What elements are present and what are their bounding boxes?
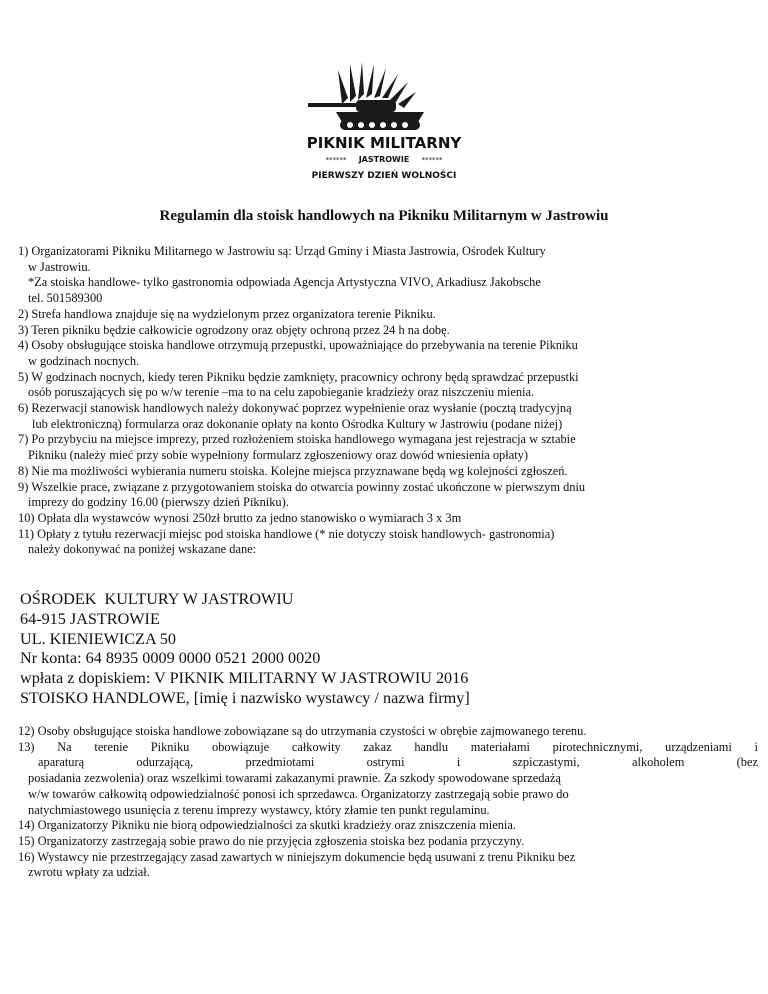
rule-13-cont-1: aparaturą odurzającą, przedmiotami ostrymi i szpiczastymi, alkoholem (bez xyxy=(38,755,758,770)
rule-5-cont: osób poruszających się po w/w terenie –ma to na celu zapobieganie kradzieży oraz niszczeniu mienia. xyxy=(28,385,535,400)
rules-list-12-16 xyxy=(18,724,758,881)
logo-stars-left: ****** xyxy=(325,156,347,164)
rule-11-cont: należy dokonywać na poniżej wskazane dane: xyxy=(28,542,257,557)
rule-14: 14) Organizatorzy Pikniku nie biorą odpowiedzialności za skutki kradzieży oraz zniszczenia mienia. xyxy=(18,818,516,833)
logo-stars-right: ****** xyxy=(421,156,443,164)
rule-1-cont: w Jastrowiu. xyxy=(28,259,91,274)
rule-6-cont: lub elektroniczną) formularza oraz dokonanie opłaty na konto Ośrodka Kultury w Jastrowiu (podane niżej) xyxy=(32,416,563,431)
rule-9-cont: imprezy do godziny 16.00 (pierwszy dzień Pikniku). xyxy=(28,495,289,510)
transfer-note-exhibitor: STOISKO HANDLOWE, [imię i nazwisko wystawcy / nazwa firmy] xyxy=(20,688,470,707)
rule-3: 3) Teren pikniku będzie całkowicie ogrodzony oraz objęty ochroną przez 24 h na dobę. xyxy=(18,322,450,337)
rule-13: 13) Na terenie Pikniku obowiązuje całkowity zakaz handlu materiałami pirotechnicznymi, urządzeniami i xyxy=(18,739,758,754)
rule-1-gastronomy-note: *Za stoiska handlowe- tylko gastronomia odpowiada Agencja Artystyczna VIVO, Arkadiusz Jakobsche xyxy=(28,275,541,290)
rule-13-cont-3: w/w towarów całkowitą odpowiedzialność ponosi ich sprzedawca. Organizatorzy zastrzegają sobie prawo do xyxy=(28,786,569,801)
piknik-militarny-logo xyxy=(298,58,470,190)
logo-name: PIKNIK MILITARNY xyxy=(306,134,462,152)
rule-7: 7) Po przybyciu na miejsce imprezy, przed rozłożeniem stoiska handlowego wymagana jest rejestracja w sztabie xyxy=(18,432,576,447)
rule-1: 1) Organizatorami Pikniku Militarnego w Jastrowiu są: Urząd Gminy i Miasta Jastrowia, Ośrodek Kultury xyxy=(18,244,546,258)
account-number: Nr konta: 64 8935 0009 0000 0521 2000 0020 xyxy=(20,649,321,668)
transfer-note: wpłata z dopiskiem: V PIKNIK MILITARNY W JASTROWIU 2016 xyxy=(20,669,469,688)
rule-6: 6) Rezerwacji stanowisk handlowych należy dokonywać poprzez wypełnienie oraz wysłanie (pocztą tradycyjną xyxy=(18,401,572,416)
rule-16: 16) Wystawcy nie przestrzegający zasad zawartych w niniejszym dokumencie będą usuwani z trenu Pikniku bez xyxy=(18,849,576,864)
rule-13-cont-2: posiadania zezwolenia) oraz wszelkimi towarami zakazanymi prawnie. Za szkody spowodowane sprzedażą xyxy=(28,771,561,786)
rule-4: 4) Osoby obsługujące stoiska handlowe otrzymują przepustki, upoważniające do przebywania na terenie Pikniku xyxy=(18,338,578,353)
rule-7-cont: Pikniku (należy mieć przy sobie wypełniony formularz zgłoszeniowy oraz dowód wniesienia opłaty) xyxy=(28,448,528,463)
rule-13-cont-4: natychmiastowego usunięcia z terenu imprezy wystawcy, który złamie ten punkt regulaminu. xyxy=(28,802,490,817)
rule-15: 15) Organizatorzy zastrzegają sobie prawo do nie przyjęcia zgłoszenia stoiska bez podania przyczyny. xyxy=(18,833,525,848)
logo-town: JASTROWIE xyxy=(358,155,410,164)
rule-12: 12) Osoby obsługujące stoiska handlowe zobowiązane są do utrzymania czystości w obrębie zajmowanego terenu. xyxy=(18,724,587,738)
tank-emblem-icon xyxy=(298,58,470,190)
rule-5: 5) W godzinach nocnych, kiedy teren Pikniku będzie zamknięty, pracownicy ochrony będą sprawdzać przepustki xyxy=(18,369,579,384)
rule-11: 11) Opłaty z tytułu rezerwacji miejsc pod stoiska handlowe (* nie dotyczy stoisk handlowych- gastronomia) xyxy=(18,526,555,541)
rule-8: 8) Nie ma możliwości wybierania numeru stoiska. Kolejne miejsca przyznawane będą wg kolejności zgłoszeń. xyxy=(18,463,568,478)
rule-16-cont: zwrotu wpłaty za udział. xyxy=(28,865,150,880)
rule-4-cont: w godzinach nocnych. xyxy=(28,353,140,368)
payment-address-block xyxy=(20,590,750,709)
rule-2: 2) Strefa handlowa znajduje się na wydzielonym przez organizatora terenie Pikniku. xyxy=(18,306,436,321)
rule-10: 10) Opłata dla wystawców wynosi 250zł brutto za jedno stanowisko o wymiarach 3 x 3m xyxy=(18,510,462,525)
address-postal-code: 64-915 JASTROWIE xyxy=(20,609,160,628)
rule-9: 9) Wszelkie prace, związane z przygotowaniem stoiska do otwarcia powinny zostać ukończone w pierwszym dniu xyxy=(18,479,586,494)
document-title: Regulamin dla stoisk handlowych na Pikniku Militarnym w Jastrowiu xyxy=(159,208,609,224)
address-street: UL. KIENIEWICZA 50 xyxy=(20,629,176,648)
rules-list-1-11 xyxy=(18,244,758,558)
rule-1-phone: tel. 501589300 xyxy=(28,291,103,306)
logo-tagline: PIERWSZY DZIEŃ WOLNOŚCI xyxy=(311,171,457,181)
address-institution: OŚRODEK KULTURY W JASTROWIU xyxy=(20,590,294,608)
